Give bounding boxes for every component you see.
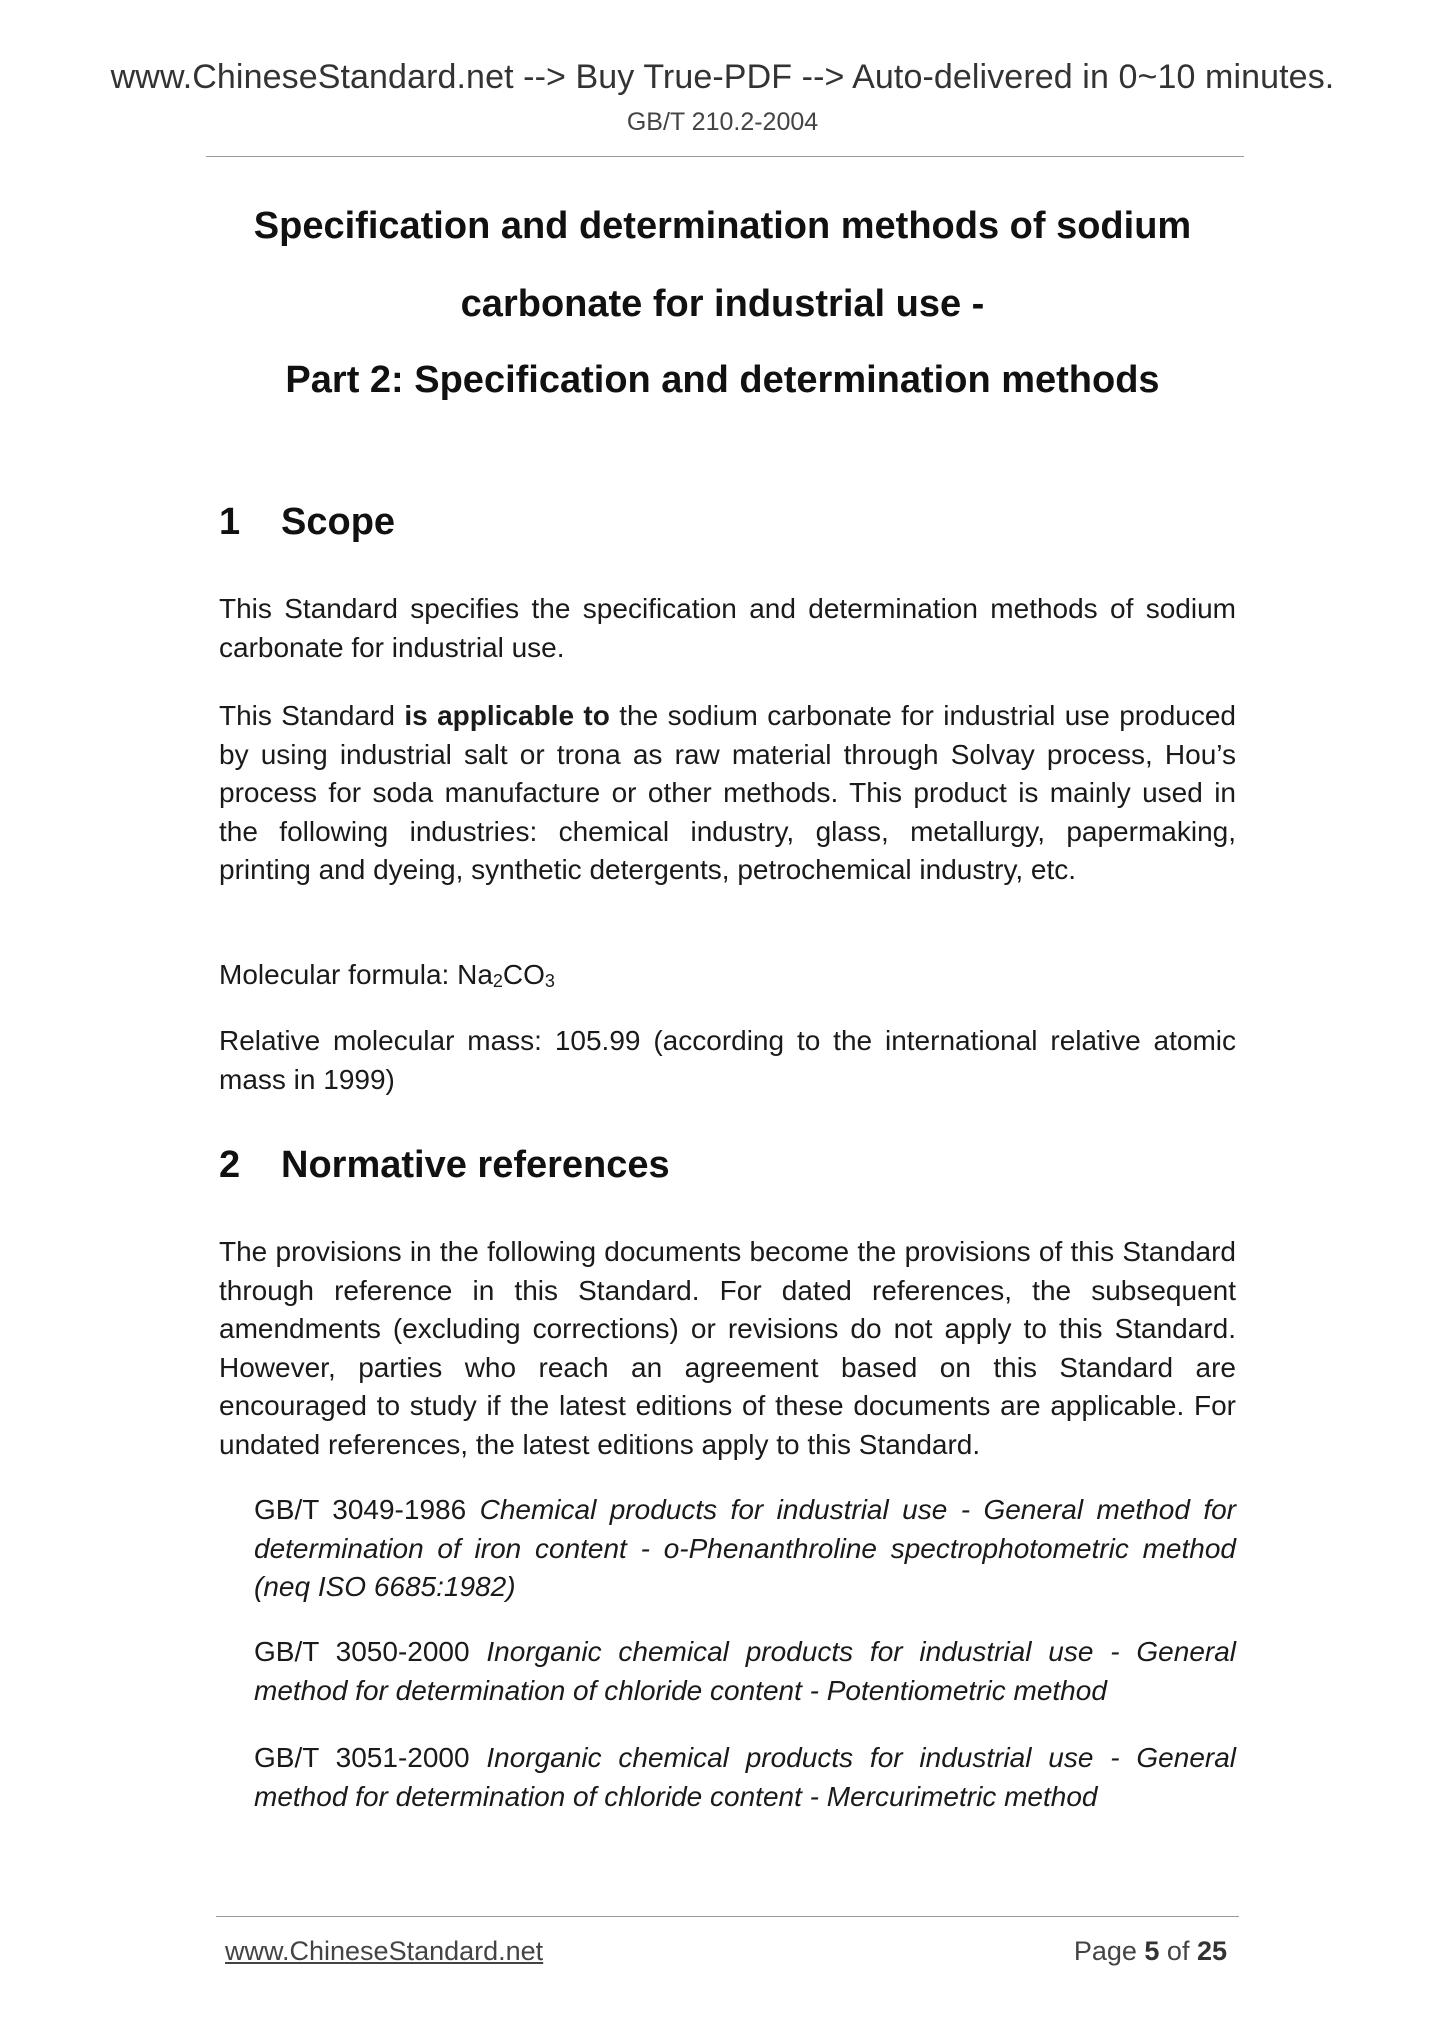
reference-code: GB/T 3050-2000	[254, 1636, 487, 1667]
page-of: of	[1159, 1936, 1197, 1966]
standard-code: GB/T 210.2-2004	[626, 108, 819, 136]
section-number: 1	[219, 501, 241, 543]
reference-item	[254, 1633, 1236, 1710]
document-title-line-1: Specification and determination methods of sodium	[253, 205, 1192, 247]
section-number: 2	[219, 1144, 241, 1186]
section-heading-scope	[219, 501, 395, 544]
scope-paragraph-2	[219, 697, 1236, 890]
page-label: Page	[1073, 1936, 1145, 1966]
page-indicator	[1074, 1936, 1227, 1967]
page-total: 25	[1196, 1936, 1227, 1966]
molecular-formula	[219, 956, 1236, 995]
formula-subscript: 3	[544, 971, 555, 991]
reference-item	[254, 1491, 1236, 1607]
reference-code: GB/T 3051-2000	[254, 1742, 487, 1773]
scope-paragraph-1: This Standard specifies the specification and determination methods of sodium carbonate for industrial use.	[219, 593, 1236, 663]
reference-item	[254, 1739, 1236, 1816]
header-divider	[206, 156, 1244, 157]
reference-title: Chemical products for industrial use - General method for determination of iron content - o-Phenanthroline spectrophotometric method (neq ISO 6685:1982)	[254, 1494, 1236, 1602]
footer-website-link[interactable]: www.ChineseStandard.net	[225, 1936, 544, 1966]
references-paragraph: The provisions in the following documents become the provisions of this Standard through reference in this Standard. For dated references, the subsequent amendments (excluding corrections) or revisions do not apply to this Standard. However, parties who reach an agreement based on this Standard are encouraged to study if the latest editions of these documents are applicable. For undated references, the latest editions apply to this Standard.	[219, 1236, 1236, 1460]
document-title-line-2: carbonate for industrial use -	[460, 283, 985, 325]
reference-code: GB/T 3049-1986	[254, 1494, 480, 1525]
document-title-line-3: Part 2: Specification and determination methods	[285, 359, 1160, 401]
page-current: 5	[1144, 1936, 1160, 1966]
formula-label: Molecular formula:	[219, 959, 458, 990]
scope-paragraph-2-text: This Standard	[219, 700, 405, 731]
section-title: Scope	[281, 501, 396, 543]
relative-molecular-mass: Relative molecular mass: 105.99 (according to the international relative atomic mass in 1999)	[219, 1025, 1236, 1095]
scope-paragraph-2-bold: is applicable to	[404, 700, 610, 731]
formula-part: Na	[457, 959, 493, 990]
header-banner: www.ChineseStandard.net --> Buy True-PDF --> Auto-delivered in 0~10 minutes.	[110, 58, 1335, 96]
reference-title: Inorganic chemical products for industrial use - General method for determination of chloride content - Potentiometric method	[254, 1636, 1237, 1706]
footer-divider	[216, 1916, 1239, 1917]
scope-paragraph-2-text: the sodium carbonate for industrial use produced by using industrial salt or trona as raw material through Solvay process, Hou’s process for soda manufacture or other methods. This product is mainly used in the following industries: chemical industry, glass, metallurgy, papermaking, printing and dyeing, synthetic detergents, petrochemical industry, etc.	[219, 700, 1236, 885]
formula-part: CO	[502, 959, 545, 990]
section-title: Normative references	[281, 1144, 670, 1186]
section-heading-normative-references	[219, 1144, 670, 1187]
formula-subscript: 2	[492, 971, 503, 991]
reference-title: Inorganic chemical products for industrial use - General method for determination of chloride content - Mercurimetric method	[254, 1742, 1237, 1812]
